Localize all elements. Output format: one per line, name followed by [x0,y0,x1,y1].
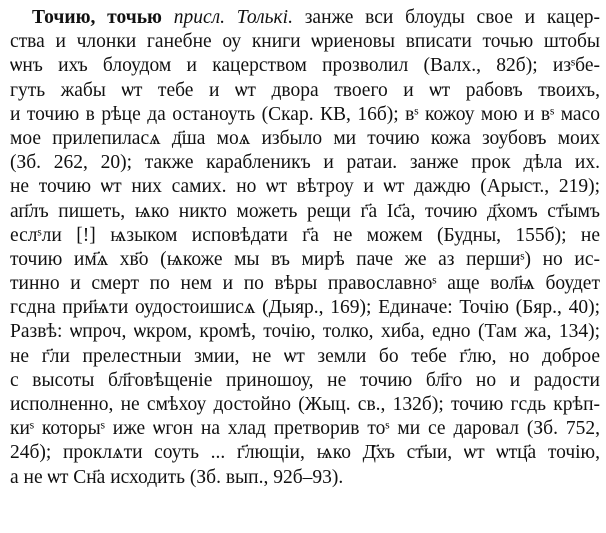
entry-line: ап҃лъ пишеть, ѩко никто можеть рещи г҃а Іс҃а, точию д҃хомъ ст҃ымъ [10,200,600,222]
entry-line: Развѣ: ѡпроч, ѡкром, кромѣ, точію, толко, хиба, едно (Там жа, 134); [10,321,600,343]
entry-text: занже вси блоуды свое и кацер- [304,7,600,28]
entry-line: тинно и смерт по нем и по вѣры православноˢ аще вол҃ѩ боудет [10,273,600,295]
headword: Точию, точью [32,7,162,28]
part-of-speech: присл. [173,7,225,28]
entry-line: киˢ которыˢ иже ѡгон на хлад претворив тоˢ ми се даровал (Зб. 752, [10,418,600,440]
entry-line: (Зб. 262, 20); также карабленикъ и ратаи. занже прок дѣла их. [10,152,600,174]
entry-line: еслˢли [!] ѩзыком исповѣдати г҃а не можем (Будны, 155б); не [10,224,600,246]
entry-line: ства и члонки ганебне оу книги ѡриеновы вписати точью штобы [10,31,600,53]
entry-line: не г҃ли прелестныи змии, не ѡт земли бо тебе г҃лю, но доброе [10,345,600,367]
entry-line: и точию в рѣце да останоуть (Скар. КВ, 16б); вˢ кожоу мою и вˢ масо [10,103,600,125]
entry-line-1 [10,6,600,30]
entry-line: исполненно, не смѣхоу достойно (Жыц. св., 132б); точию гсдь крѣп- [10,394,600,415]
entry-line: с высоты бл҃говѣщеніе приношоу, не точию бл҃го но и радости [10,369,600,391]
entry-line: гуть жабы ѡт тебе и ѡт двора твоего и ѡт рабовъ твоихъ, [10,79,600,101]
entry-line: 24б); проклѧти соуть ... г҃лющіи, ѩко Д҃хъ ст҃ыи, ѡт ѡтц҃а точію, [10,442,600,464]
entry-line: а не ѡт Сн҃а исходить (Зб. вып., 92б–93). [10,466,344,488]
gloss: Толькі. [236,7,293,28]
entry-line: ѡнъ ихъ блоудом и кацерством прозволил (Валх., 82б); изˢбе- [10,55,600,77]
entry-line: не точию ѡт них самих. но ѡт вѣтроу и ѡт даждю (Арыст., 219); [10,176,600,198]
entry-line: точию им҃ѧ хв҃о (ѩкоже мы въ мирѣ паче же аз першиˢ) но ис- [10,248,600,270]
entry-line: мое прилепиласѧ д҃ша моѧ избыло ми точию кожа зоубовъ моих [10,127,600,149]
entry-line: гсдна при҃ѩти оудостоишисѧ (Дыяр., 169); Единаче: Точію (Бяр., 40); [10,297,600,319]
